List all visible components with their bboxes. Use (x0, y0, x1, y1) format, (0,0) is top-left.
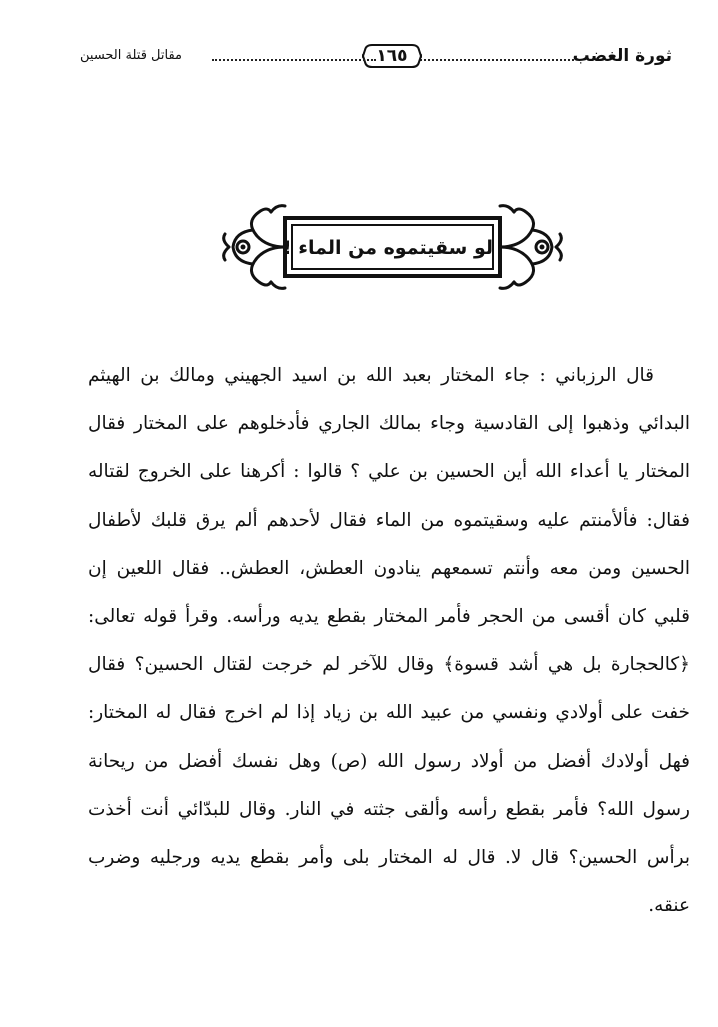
header-dotted-leader-right (396, 59, 574, 61)
running-header (80, 40, 672, 74)
section-title-cartouche (215, 200, 570, 292)
section-title: لو سقيتموه من الماء ! (282, 237, 493, 259)
body-paragraph: قال الرزباني : جاء المختار بعبد الله بن اسيد الجهيني ومالك بن الهيثم البدائي وذهبوا إلى القادسية وجاء بمالك الجاري فأدخلوهم على المختار فقال المختار يا أعداء الله أين الحسين بن علي ؟ قالوا : أكرهنا على الخروج لقتاله فقال: فألأمنتم عليه وسقيتموه من الماء فقال لأحدهم ألم يرق قلبك لأطفال الحسين ومن معه وأنتم تسمعهم ينادون العطش، العطش.. فقال اللعين إن قلبي كان أقسى من الحجر فأمر المختار بقطع يديه ورأسه. وقرأ قوله تعالى: ﴿كالحجارة بل هي أشد قسوة﴾ وقال للآخر لم خرجت لقتال الحسين؟ فقال خفت على أولادي ونفسي من عبيد الله بن زياد إذا لم اخرج فقال له المختار: فهل أولادك أفضل من أولاد رسول الله (ص) وهل نفسك أفضل من ريحانة رسول الله؟ فأمر بقطع رأسه وألقى جثته في النار. وقال للبدّائي أنت أخذت برأس الحسين؟ قال لا. قال له المختار بلى وأمر بقطع يديه ورجليه وضرب عنقه. (88, 365, 690, 917)
page-number: ١٦٥ (376, 46, 408, 66)
chapter-title: مقاتل قتلة الحسين (80, 48, 183, 63)
book-title: ثورة الغضب (572, 46, 672, 66)
header-dotted-leader-left (212, 59, 376, 61)
page-number-badge (362, 42, 422, 70)
body-text (88, 352, 690, 930)
